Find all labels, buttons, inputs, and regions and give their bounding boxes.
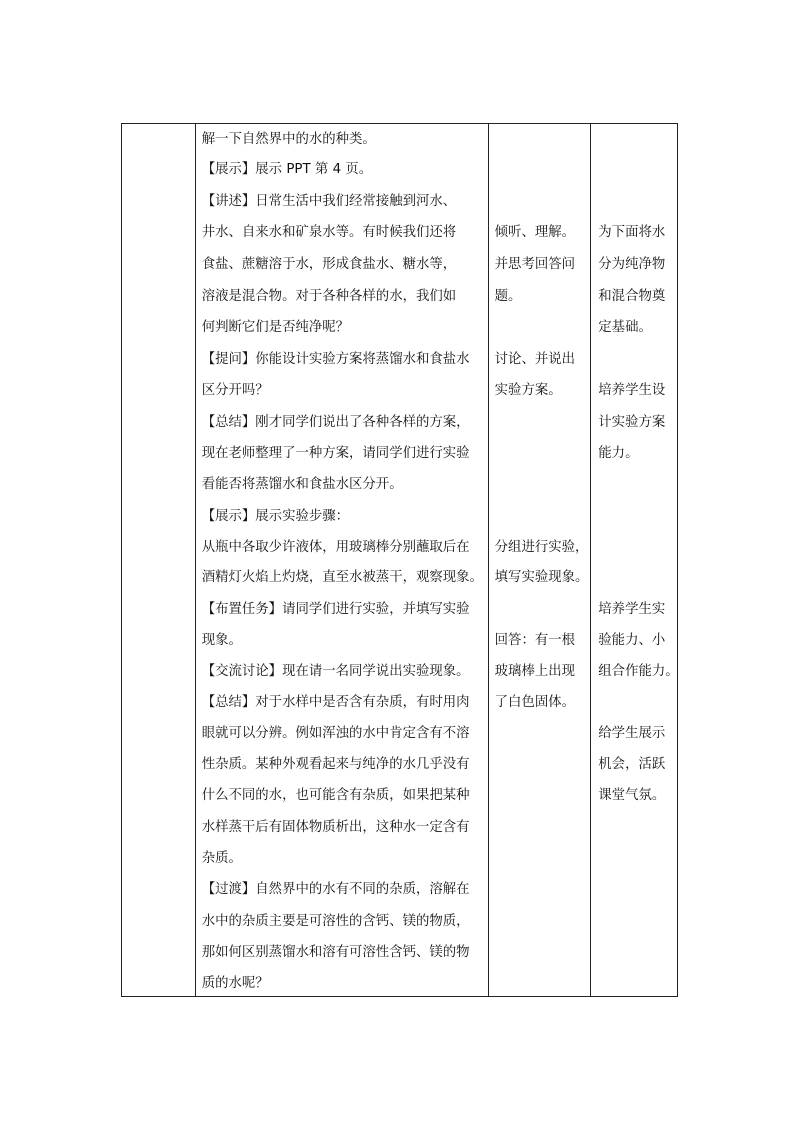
text-line: 从瓶中各取少许液体，用玻璃棒分别蘸取后在 xyxy=(201,540,470,555)
text-line: 【布置任务】请同学们进行实验，并填写实验 xyxy=(201,602,470,617)
design-intent-column xyxy=(591,124,677,996)
text-line: 能力。 xyxy=(598,446,639,461)
text-line: 给学生展示 xyxy=(598,726,666,741)
text-line: 【提问】你能设计实验方案将蒸馏水和食盐水 xyxy=(201,352,470,367)
text-line: 和混合物奠 xyxy=(598,289,666,304)
text-line: 填写实验现象。 xyxy=(494,570,589,585)
text-line: 定基础。 xyxy=(598,320,652,335)
text-line: 【交流讨论】现在请一名同学说出实验现象。 xyxy=(201,664,470,679)
text-line: 解一下自然界中的水的种类。 xyxy=(201,132,376,147)
text-line: 水样蒸干后有固体物质析出，这种水一定含有 xyxy=(201,820,470,835)
text-line: 计实验方案 xyxy=(598,415,666,430)
text-line: 酒精灯火焰上灼烧，直至水被蒸干，观察现象。 xyxy=(201,570,483,585)
text-line: 水中的杂质主要是可溶性的含钙、镁的物质， xyxy=(201,914,470,929)
text-line: 分组进行实验， xyxy=(494,540,589,555)
text-line: 机会，活跃 xyxy=(598,757,666,772)
text-line: 溶液是混合物。对于各种各样的水，我们如 xyxy=(201,289,457,304)
text-line: 培养学生设 xyxy=(598,383,666,398)
text-line: 并思考回答问 xyxy=(494,257,576,272)
text-line: 杂质。 xyxy=(201,851,242,866)
text-line: 玻璃棒上出现 xyxy=(494,664,576,679)
text-line: 组合作能力。 xyxy=(598,664,679,679)
text-line: 什么不同的水，也可能含有杂质，如果把某种 xyxy=(201,788,470,803)
text-line: 眼就可以分辨。例如浑浊的水中肯定含有不溶 xyxy=(201,726,470,741)
text-line: 倾听、理解。 xyxy=(494,225,576,240)
text-line: 何判断它们是否纯净呢？ xyxy=(201,320,350,335)
text-line: 【展示】展示 PPT 第 4 页。 xyxy=(201,162,373,177)
text-line: 验能力、小 xyxy=(598,633,666,648)
text-line: 区分开吗？ xyxy=(201,383,269,398)
text-line: 【总结】刚才同学们说出了各种各样的方案， xyxy=(201,415,470,430)
text-line: 井水、自来水和矿泉水等。有时候我们还将 xyxy=(201,225,457,240)
text-line: 那如何区别蒸馏水和溶有可溶性含钙、镁的物 xyxy=(201,945,470,960)
text-line: 实验方案。 xyxy=(494,383,562,398)
text-line: 现象。 xyxy=(201,633,242,648)
text-line: 质的水呢？ xyxy=(201,976,269,991)
text-line: 回答：有一根 xyxy=(494,633,576,648)
teaching-process-column xyxy=(196,124,489,996)
text-line: 课堂气氛。 xyxy=(598,788,666,803)
text-line: 现在老师整理了一种方案，请同学们进行实验 xyxy=(201,446,470,461)
text-line: 题。 xyxy=(494,289,522,304)
lesson-plan-table xyxy=(121,123,678,997)
text-line: 分为纯净物 xyxy=(598,257,666,272)
stage-column xyxy=(122,124,196,996)
text-line: 培养学生实 xyxy=(598,602,666,617)
text-line: 【总结】对于水样中是否含有杂质，有时用肉 xyxy=(201,695,470,710)
text-line: 【展示】展示实验步骤： xyxy=(201,509,350,524)
text-line: 讨论、并说出 xyxy=(494,352,576,367)
student-activity-column xyxy=(489,124,592,996)
text-line: 性杂质。某种外观看起来与纯净的水几乎没有 xyxy=(201,757,470,772)
text-line: 为下面将水 xyxy=(598,225,666,240)
text-line: 看能否将蒸馏水和食盐水区分开。 xyxy=(201,477,403,492)
text-line: 了白色固体。 xyxy=(494,695,576,710)
text-line: 【过渡】自然界中的水有不同的杂质，溶解在 xyxy=(201,882,470,897)
text-line: 食盐、蔗糖溶于水，形成食盐水、糖水等， xyxy=(201,257,457,272)
text-line: 【讲述】日常生活中我们经常接触到河水、 xyxy=(201,194,457,209)
